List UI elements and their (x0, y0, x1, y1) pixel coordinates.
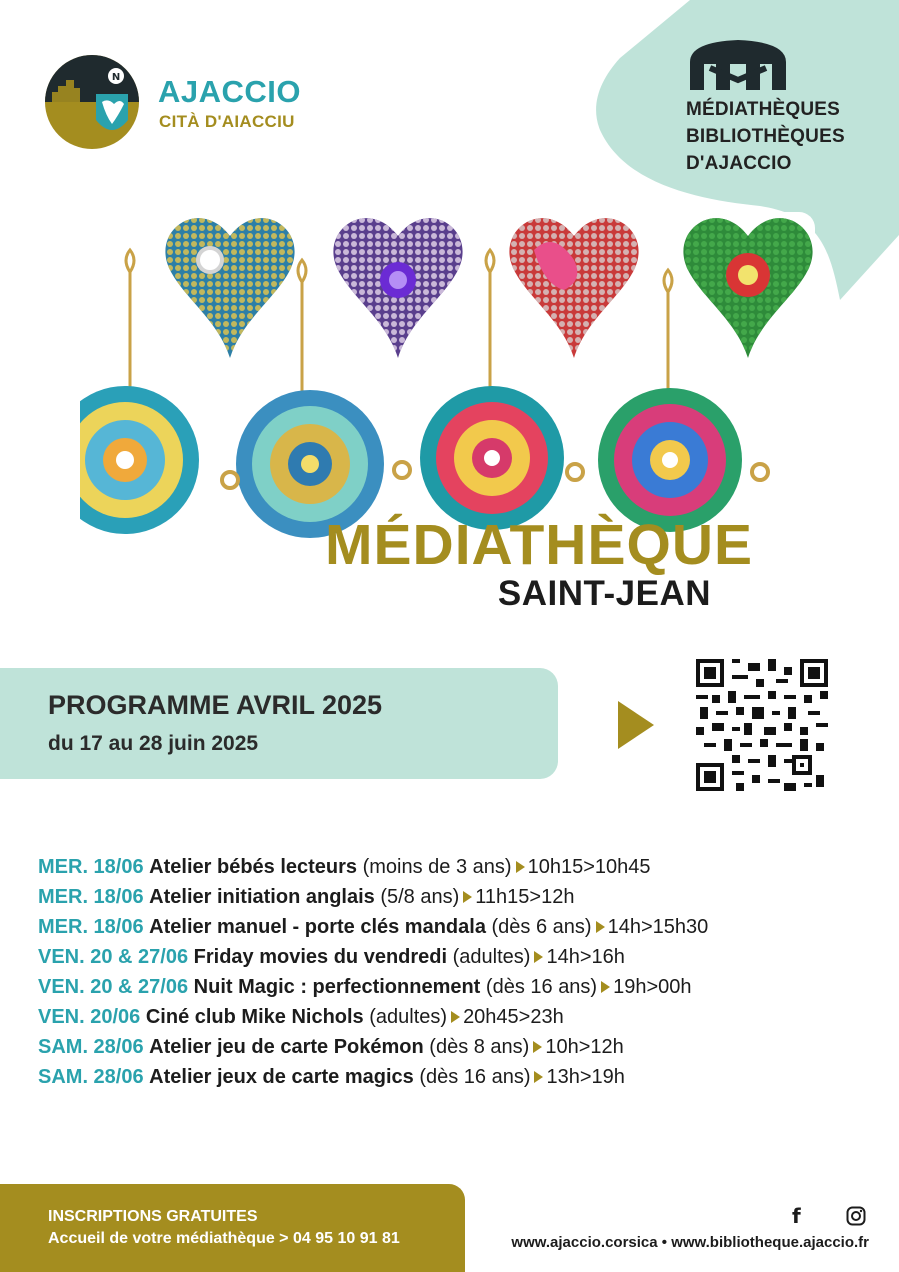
play-arrow-icon (533, 1041, 542, 1053)
event-title: Atelier jeux de carte magics (149, 1066, 414, 1088)
event-title: Atelier initiation anglais (149, 886, 375, 908)
venue-title: MÉDIATHÈQUE (325, 513, 753, 577)
event-title: Atelier manuel - porte clés mandala (149, 916, 486, 938)
events-list (38, 852, 878, 1092)
qr-code-icon[interactable] (696, 659, 828, 791)
play-arrow-icon (618, 701, 654, 749)
event-audience: (dès 8 ans) (429, 1036, 530, 1058)
event-date: VEN. 20 & 27/06 (38, 946, 189, 968)
library-logo-line2: BIBLIOTHÈQUES (686, 126, 845, 147)
event-row (38, 1062, 878, 1092)
footer-inscriptions-band (0, 1184, 465, 1272)
event-date: SAM. 28/06 (38, 1036, 144, 1058)
event-time: 20h45>23h (463, 1006, 564, 1028)
library-logo-line1: MÉDIATHÈQUES (686, 99, 841, 120)
event-title: Atelier bébés lecteurs (149, 856, 358, 878)
venue-subtitle: SAINT-JEAN (497, 574, 711, 613)
library-logo[interactable] (686, 38, 886, 178)
play-arrow-icon (451, 1011, 460, 1023)
play-arrow-icon (596, 921, 605, 933)
event-date: VEN. 20 & 27/06 (38, 976, 189, 998)
library-logo-line3: D'AJACCIO (686, 153, 792, 174)
emblem-letter: N (111, 72, 121, 83)
event-row (38, 912, 878, 942)
event-row (38, 942, 878, 972)
event-time: 10h15>10h45 (527, 856, 651, 878)
play-arrow-icon (534, 1071, 543, 1083)
event-time: 10h>12h (545, 1036, 624, 1058)
instagram-icon[interactable] (846, 1206, 866, 1226)
mediatheque-icon (688, 38, 788, 92)
event-time: 14h>16h (546, 946, 625, 968)
event-row (38, 882, 878, 912)
city-logo-subtitle: CITÀ D'AIACCIU (159, 112, 295, 131)
hero-keychains-image (80, 212, 815, 542)
event-audience: (5/8 ans) (380, 886, 460, 908)
programme-dates: du 17 au 28 juin 2025 (48, 732, 259, 755)
event-audience: (dès 16 ans) (485, 976, 598, 998)
event-date: SAM. 28/06 (38, 1066, 144, 1088)
event-audience: (dès 16 ans) (419, 1066, 531, 1088)
event-date: MER. 18/06 (38, 886, 144, 908)
website-links[interactable]: www.ajaccio.corsica • www.bibliotheque.ajaccio.fr (511, 1234, 869, 1251)
programme-banner (0, 668, 558, 779)
city-logo-title: AJACCIO (158, 74, 302, 109)
contact-phone[interactable]: Accueil de votre médiathèque > 04 95 10 91 81 (48, 1230, 400, 1247)
event-date: VEN. 20/06 (38, 1006, 141, 1028)
event-row (38, 1032, 878, 1062)
programme-title: PROGRAMME AVRIL 2025 (48, 690, 383, 720)
play-arrow-icon (601, 981, 610, 993)
play-arrow-icon (516, 861, 525, 873)
play-arrow-icon (534, 951, 543, 963)
event-date: MER. 18/06 (38, 856, 144, 878)
event-time: 14h>15h30 (607, 916, 709, 938)
event-title: Atelier jeu de carte Pokémon (149, 1036, 424, 1058)
event-audience: (adultes) (452, 946, 531, 968)
inscriptions-label: INSCRIPTIONS GRATUITES (48, 1208, 258, 1225)
city-logo[interactable] (44, 54, 324, 154)
ajaccio-emblem-icon (44, 54, 140, 150)
event-row (38, 852, 878, 882)
event-date: MER. 18/06 (38, 916, 144, 938)
event-title: Friday movies du vendredi (193, 946, 448, 968)
facebook-icon[interactable]: f (792, 1204, 801, 1228)
event-row (38, 972, 878, 1002)
event-time: 19h>00h (613, 976, 692, 998)
event-row (38, 1002, 878, 1032)
event-title: Ciné club Mike Nichols (145, 1006, 364, 1028)
event-audience: (moins de 3 ans) (362, 856, 512, 878)
play-arrow-icon (463, 891, 472, 903)
event-audience: (dès 6 ans) (491, 916, 592, 938)
event-audience: (adultes) (369, 1006, 448, 1028)
event-time: 13h>19h (546, 1066, 625, 1088)
event-time: 11h15>12h (475, 886, 575, 908)
event-title: Nuit Magic : perfectionnement (193, 976, 481, 998)
